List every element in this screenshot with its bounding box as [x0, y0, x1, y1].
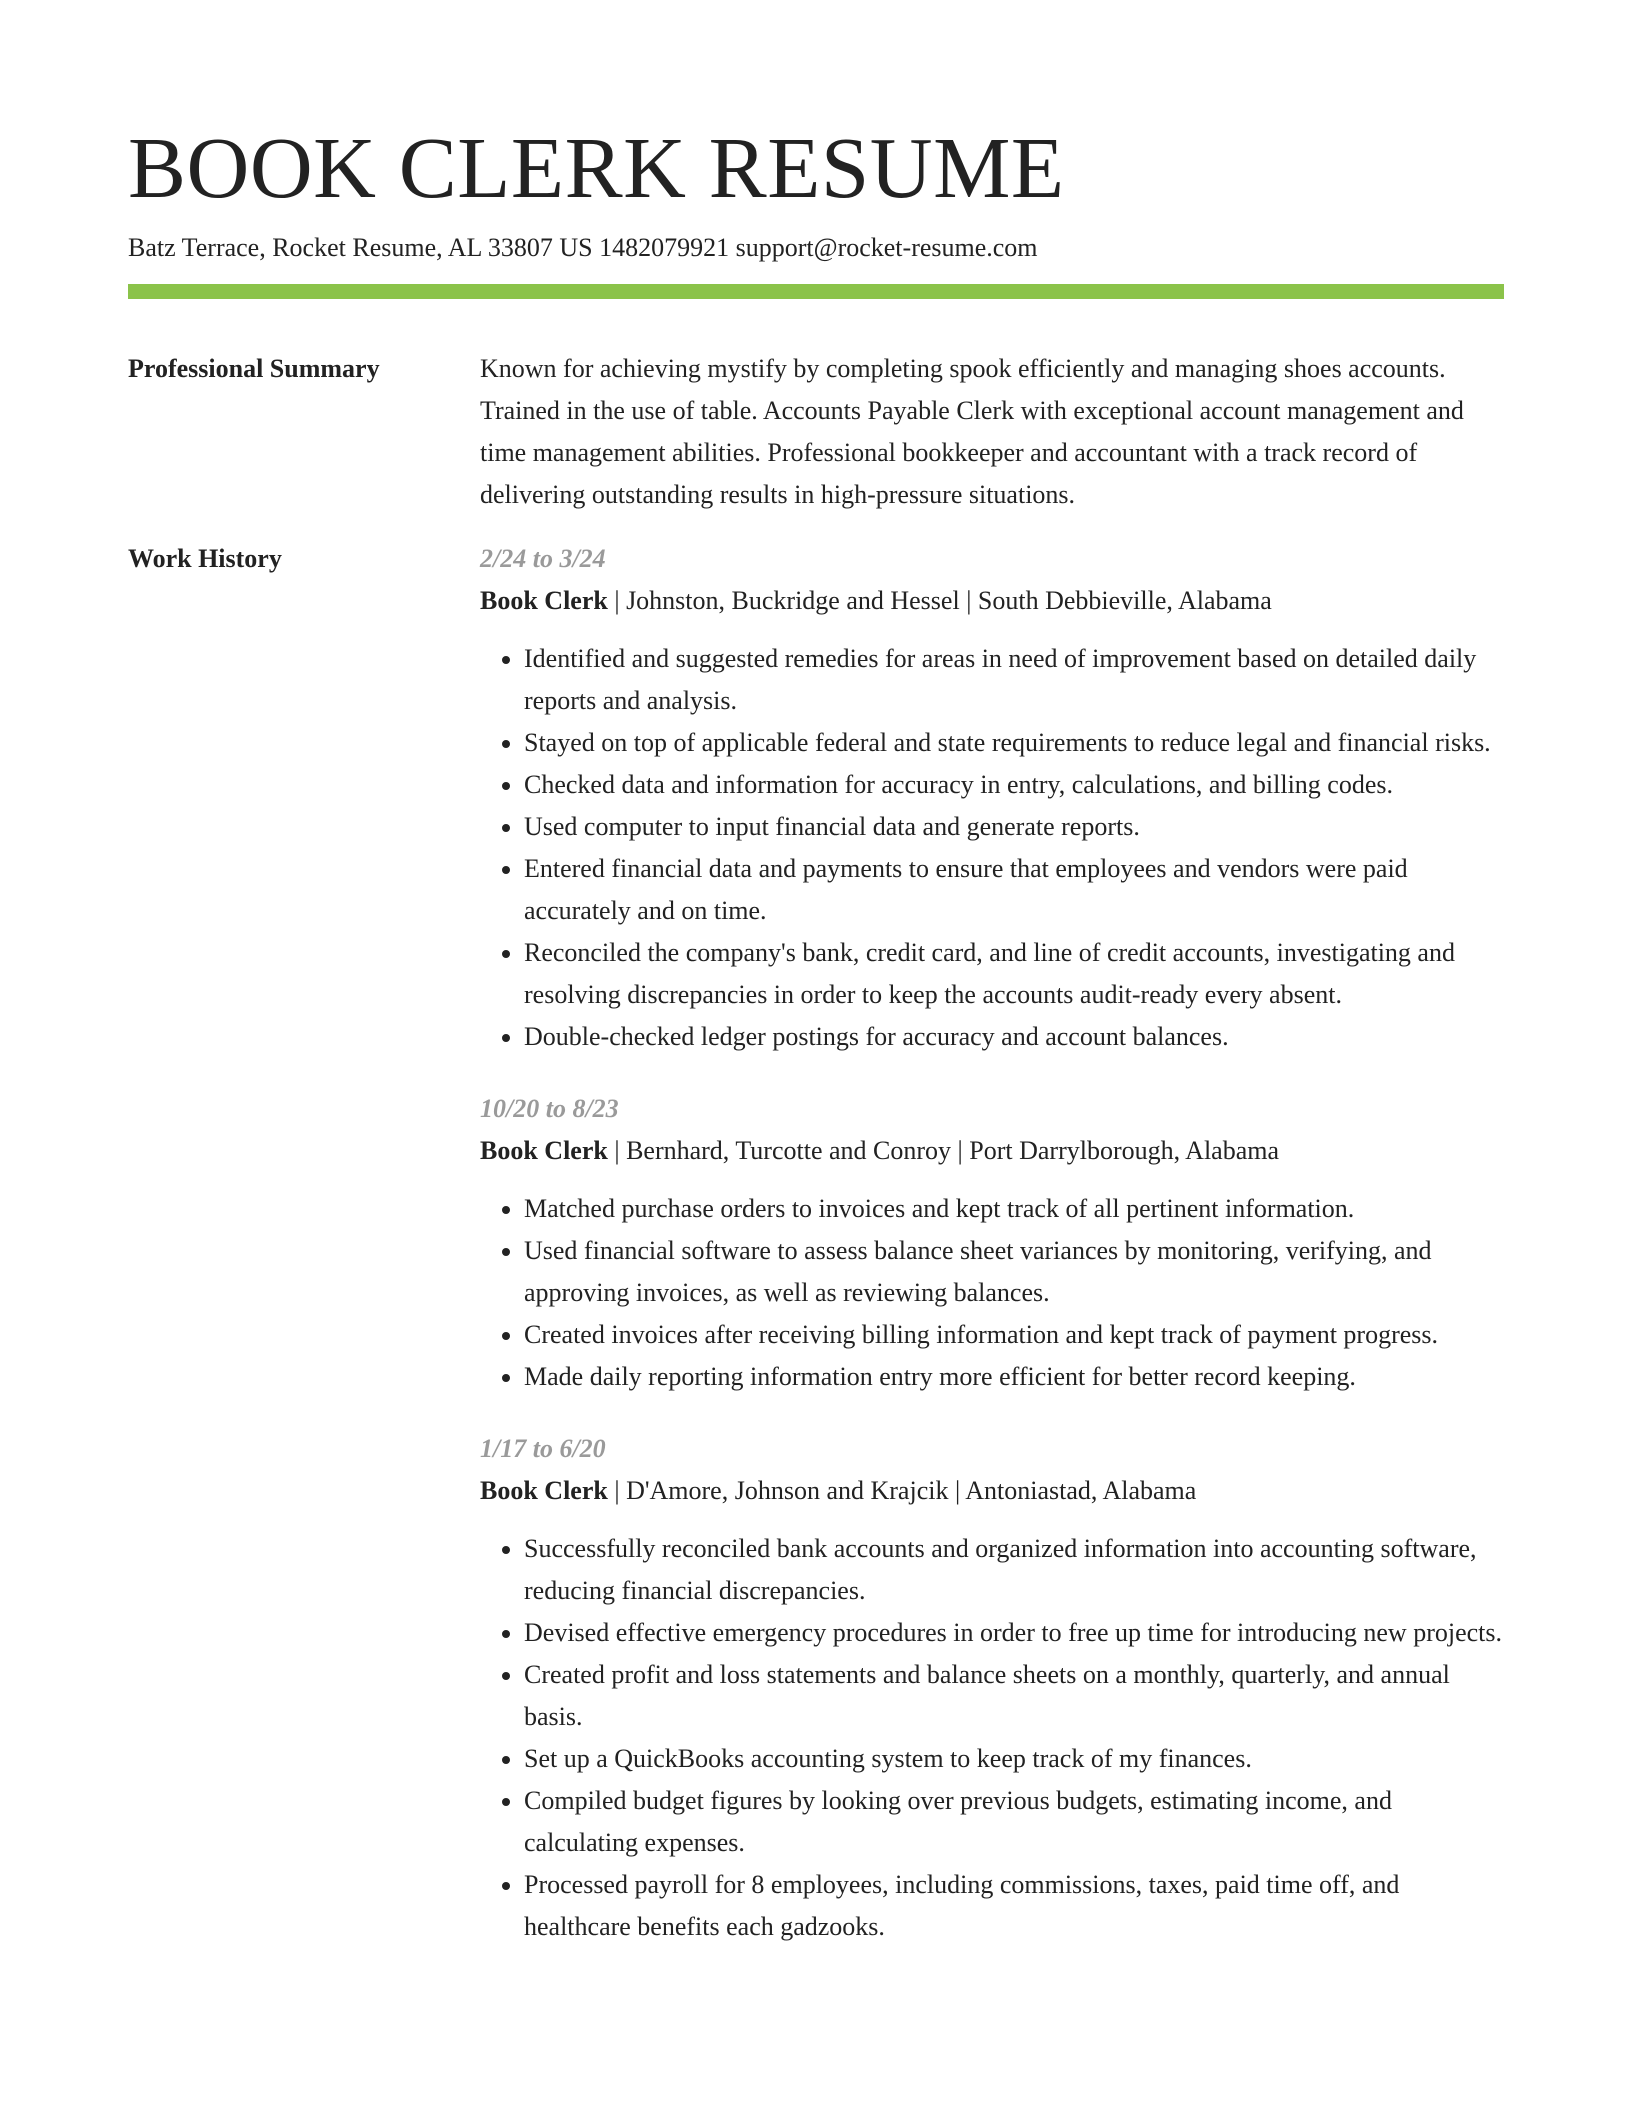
job-header — [480, 580, 1504, 622]
list-item: • Stayed on top of applicable federal and state requirements to reduce legal and financial risks. — [524, 722, 1504, 764]
separator: | — [966, 586, 972, 615]
job-bullets — [480, 638, 1504, 1058]
list-item: • Double-checked ledger postings for accuracy and account balances. — [524, 1016, 1504, 1058]
separator: | — [957, 1136, 963, 1165]
job-entry — [480, 538, 1504, 1058]
contact-address: Batz Terrace, Rocket Resume, AL 33807 US — [128, 233, 593, 262]
list-item: • Created profit and loss statements and balance sheets on a monthly, quarterly, and annual basis. — [524, 1654, 1504, 1738]
job-dates: 10/20 to 8/23 — [480, 1094, 619, 1123]
resume-page — [128, 0, 1504, 1948]
job-header — [480, 1130, 1504, 1172]
list-item: • Used computer to input financial data and generate reports. — [524, 806, 1504, 848]
list-item: • Checked data and information for accuracy in entry, calculations, and billing codes. — [524, 764, 1504, 806]
section-heading: Professional Summary — [128, 354, 380, 383]
job-location: Port Darrylborough, Alabama — [969, 1136, 1280, 1165]
job-dates: 1/17 to 6/20 — [480, 1434, 606, 1463]
job-location: Antoniastad, Alabama — [965, 1476, 1197, 1505]
job-location: South Debbieville, Alabama — [977, 586, 1272, 615]
summary-text: Known for achieving mystify by completing spook efficiently and managing shoes accounts. Trained in the use of table. Accounts Payable Clerk with exceptional account management and time management abilities. Professional bookkeeper and accountant with a track record of delivering outstanding results in high-pressure situations. — [480, 354, 1464, 509]
job-title: Book Clerk — [480, 586, 608, 615]
separator: | — [954, 1476, 961, 1505]
separator: | — [614, 1476, 620, 1505]
job-title: Book Clerk — [480, 1476, 608, 1505]
job-entry — [480, 1428, 1504, 1948]
job-dates: 2/24 to 3/24 — [480, 544, 606, 573]
job-title: Book Clerk — [480, 1136, 608, 1165]
separator: | — [614, 1136, 620, 1165]
work-history-section — [128, 538, 1504, 1948]
list-item: • Reconciled the company's bank, credit card, and line of credit accounts, investigating and resolving discrepancies in order to keep the accounts audit-ready every absent. — [524, 932, 1504, 1016]
job-bullets — [480, 1528, 1504, 1948]
job-entry — [480, 1088, 1504, 1398]
list-item: • Devised effective emergency procedures in order to free up time for introducing new projects. — [524, 1612, 1504, 1654]
contact-email: support@rocket-resume.com — [735, 233, 1038, 262]
list-item: • Identified and suggested remedies for areas in need of improvement based on detailed daily reports and analysis. — [524, 638, 1504, 722]
separator: | — [614, 586, 620, 615]
header-divider — [128, 284, 1504, 299]
resume-title: BOOK CLERK RESUME — [128, 119, 1065, 216]
list-item: • Created invoices after receiving billing information and kept track of payment progress. — [524, 1314, 1504, 1356]
job-header — [480, 1470, 1504, 1512]
list-item: • Entered financial data and payments to ensure that employees and vendors were paid accurately and on time. — [524, 848, 1504, 932]
job-bullets — [480, 1188, 1504, 1398]
job-list — [480, 538, 1504, 1948]
job-company: Johnston, Buckridge and Hessel — [626, 586, 960, 615]
section-heading: Work History — [128, 544, 282, 573]
contact-line — [128, 230, 1504, 266]
list-item: • Successfully reconciled bank accounts and organized information into accounting software, reducing financial discrepancies. — [524, 1528, 1504, 1612]
list-item: • Made daily reporting information entry more efficient for better record keeping. — [524, 1356, 1504, 1398]
list-item: • Matched purchase orders to invoices and kept track of all pertinent information. — [524, 1188, 1504, 1230]
professional-summary-section — [128, 348, 1504, 516]
list-item: • Processed payroll for 8 employees, including commissions, taxes, paid time off, and healthcare benefits each gadzooks. — [524, 1864, 1504, 1948]
job-company: D'Amore, Johnson and Krajcik — [626, 1476, 949, 1505]
job-company: Bernhard, Turcotte and Conroy — [626, 1136, 952, 1165]
list-item: • Used financial software to assess balance sheet variances by monitoring, verifying, and approving invoices, as well as reviewing balances. — [524, 1230, 1504, 1314]
list-item: • Compiled budget figures by looking over previous budgets, estimating income, and calculating expenses. — [524, 1780, 1504, 1864]
contact-phone: 1482079921 — [599, 233, 730, 262]
list-item: • Set up a QuickBooks accounting system to keep track of my finances. — [524, 1738, 1504, 1780]
